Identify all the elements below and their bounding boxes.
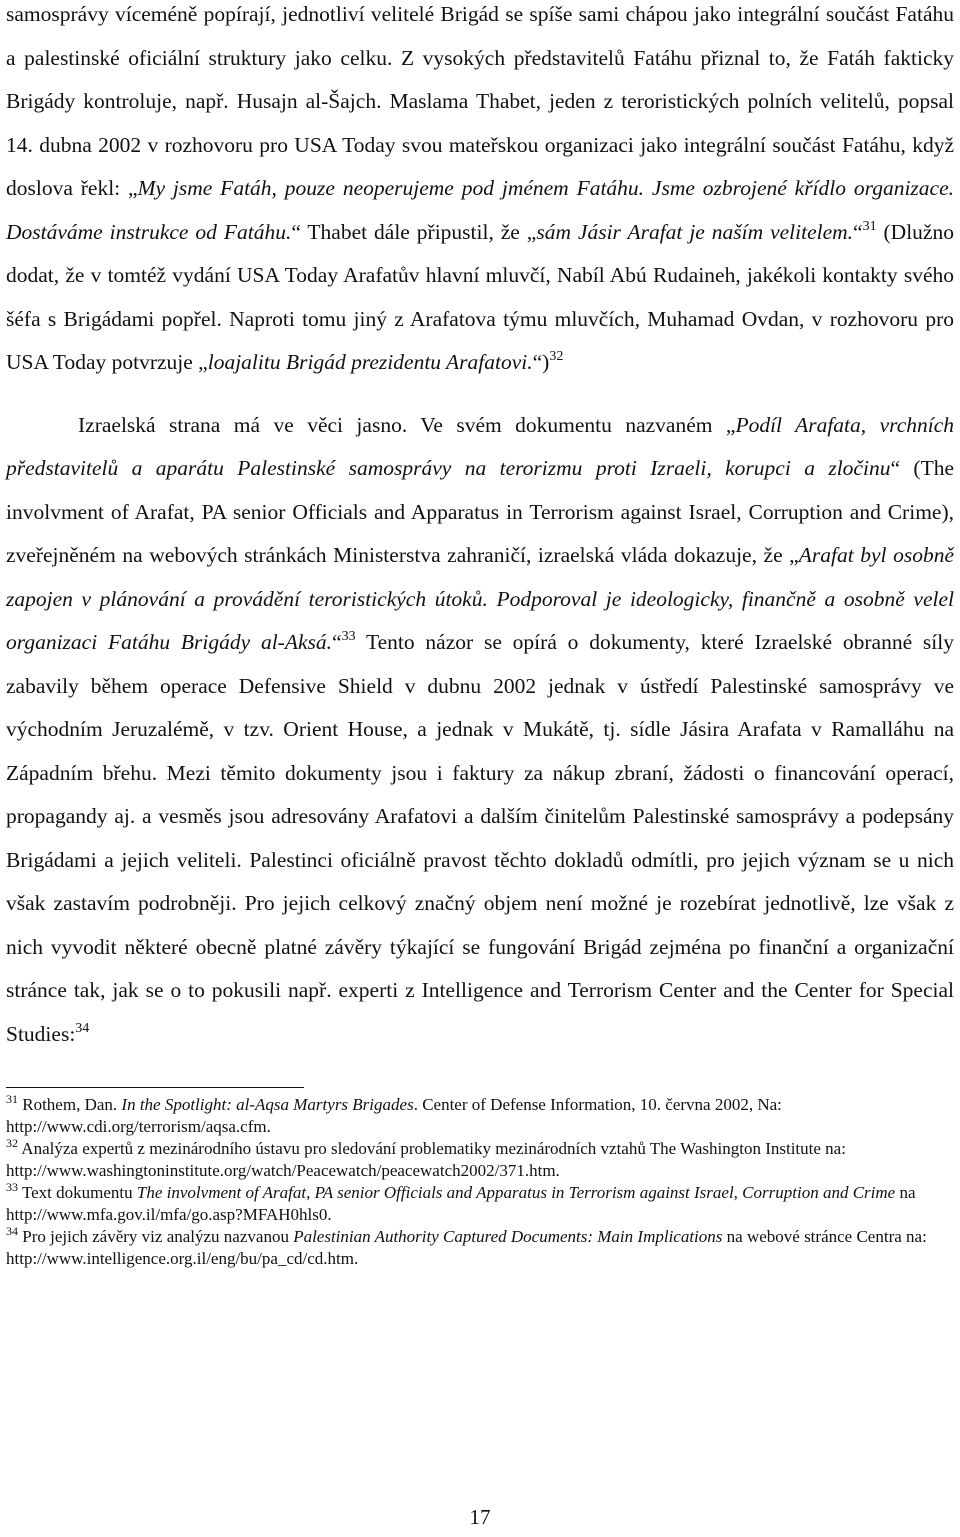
footnote-number: 34 — [6, 1224, 18, 1238]
quote-italic: Arafat byl osobně zapojen v plánování a provádění teroristických útoků. Podporoval je ideologicky, finančně a osobně velel organizaci Fatáhu Brigády al-Aksá. — [6, 543, 954, 654]
footnote-text: Text dokumentu — [18, 1183, 137, 1202]
footnote-italic: In the Spotlight: al-Aqsa Martyrs Brigades — [121, 1095, 414, 1114]
text-run: Izraelská strana má ve věci jasno. Ve svém dokumentu nazvaném „ — [78, 412, 736, 437]
quote-italic: My jsme Fatáh, pouze neoperujeme pod jménem Fatáhu. Jsme ozbrojené křídlo organizace. Dostáváme instrukce od Fatáhu. — [6, 176, 954, 244]
quote-italic: sám Jásir Arafat je naším velitelem. — [536, 219, 854, 244]
body-text — [6, 0, 954, 1056]
footnote — [6, 1182, 954, 1226]
paragraph-2 — [6, 404, 954, 1057]
footnote-italic: The involvment of Arafat, PA senior Officials and Apparatus in Terrorism against Israel, Corruption and Crime — [136, 1183, 896, 1202]
footnote-number: 33 — [6, 1180, 18, 1194]
footnote — [6, 1226, 954, 1270]
text-run: samosprávy víceméně popírají, jednotliví velitelé Brigád se spíše sami chápou jako integrální součást Fatáhu a palestinské oficiální struktury jako celku. Z vysokých představitelů Fatáhu přiznal to, že Fatáh fakticky Brigády kontroluje, např. Husajn al-Šajch. Maslama Thabet, jeden z teroristických polních velitelů, popsal 14. dubna 2002 v rozhovoru pro USA Today svou mateřskou organizaci jako integrální součást Fatáhu, když doslova řekl: „ — [6, 2, 954, 200]
footnote-ref-33[interactable]: 33 — [341, 629, 356, 644]
footnote-text: . Center of Defense Information, 10. června 2002, Na: http://www.cdi.org/terrorism/aqsa.cfm. — [6, 1095, 782, 1136]
footnote-text: na http://www.mfa.gov.il/mfa/go.asp?MFAH0hls0. — [6, 1183, 916, 1224]
footnote-separator — [6, 1087, 304, 1088]
footnote — [6, 1138, 954, 1182]
footnote-text: Pro jejich závěry viz analýzu nazvanou — [18, 1227, 294, 1246]
text-run: “) — [532, 350, 550, 374]
footnote-ref-34[interactable]: 34 — [75, 1020, 90, 1036]
text-run: “ — [332, 630, 342, 654]
page-number: 17 — [469, 1505, 491, 1529]
text-run: (Dlužno dodat, že v tomtéž vydání USA Today Arafatův hlavní mluvčí, Nabíl Abú Rudaineh, jakékoli kontakty svého šéfa s Brigádami popřel. Naproti tomu jiný z Arafatova týmu mluvčích, Muhamad Ovdan, v rozhovoru pro USA Today potvrzuje „ — [6, 219, 954, 374]
quote-italic: loajalitu Brigád prezidentu Arafatovi. — [207, 350, 533, 374]
footnote-ref-31[interactable]: 31 — [862, 218, 877, 234]
footnote-italic: Palestinian Authority Captured Documents: Main Implications — [293, 1227, 723, 1246]
footnote — [6, 1094, 954, 1138]
footnote-text: Rothem, Dan. — [18, 1095, 122, 1114]
footnote-text: na webové stránce Centra na: http://www.intelligence.org.il/eng/bu/pa_cd/cd.htm. — [6, 1227, 927, 1268]
footnote-ref-32[interactable]: 32 — [549, 349, 564, 364]
text-run: Tento názor se opírá o dokumenty, které Izraelské obranné síly zabavily během operace Defensive Shield v dubnu 2002 jednak v ústředí Palestinské samosprávy ve východním Jeruzalémě, v tzv. Orient House, a jednak v Mukátě, tj. sídle Jásira Arafata v Ramalláhu na Západním břehu. Mezi těmito dokumenty jsou i faktury za nákup zbraní, žádosti o financování operací, propagandy aj. a vesměs jsou adresovány Arafatovi a dalším činitelům Palestinské samosprávy a podepsány Brigádami a jejich veliteli. Palestinci oficiálně pravost těchto dokladů odmítli, pro jejich význam se u nich však zastavím podrobněji. Pro jejich celkový značný objem není možné je rozebírat jednotlivě, lze však z nich vyvodit některé obecně platné závěry týkající se fungování Brigád zejména po finanční a organizační stránce tak, jak se o to pokusili např. experti z Intelligence and Terrorism Center and the Center for Special Studies: — [6, 630, 954, 1046]
text-run: “ — [853, 219, 863, 244]
footnote-text: Analýza expertů z mezinárodního ústavu pro sledování problematiky mezinárodních vztahů The Washington Institute na: http://www.washingtoninstitute.org/watch/Peacewatch/peacewatch2002/371.htm. — [6, 1139, 846, 1180]
text-run: “ Thabet dále připustil, že „ — [291, 219, 537, 244]
paragraph-1 — [6, 0, 954, 385]
footnote-number: 31 — [6, 1092, 18, 1106]
footnotes — [6, 1094, 954, 1270]
text-run: “ (The involvment of Arafat, PA senior Officials and Apparatus in Terrorism against Israel, Corruption and Crime), zveřejněném na webových stránkách Ministerstva zahraničí, izraelská vláda dokazuje, že „ — [6, 456, 954, 567]
quote-italic: Podíl Arafata, vrchních představitelů a aparátu Palestinské samosprávy na terorizmu proti Izraeli, korupci a zločinu — [6, 412, 954, 480]
footnote-number: 32 — [6, 1136, 18, 1150]
